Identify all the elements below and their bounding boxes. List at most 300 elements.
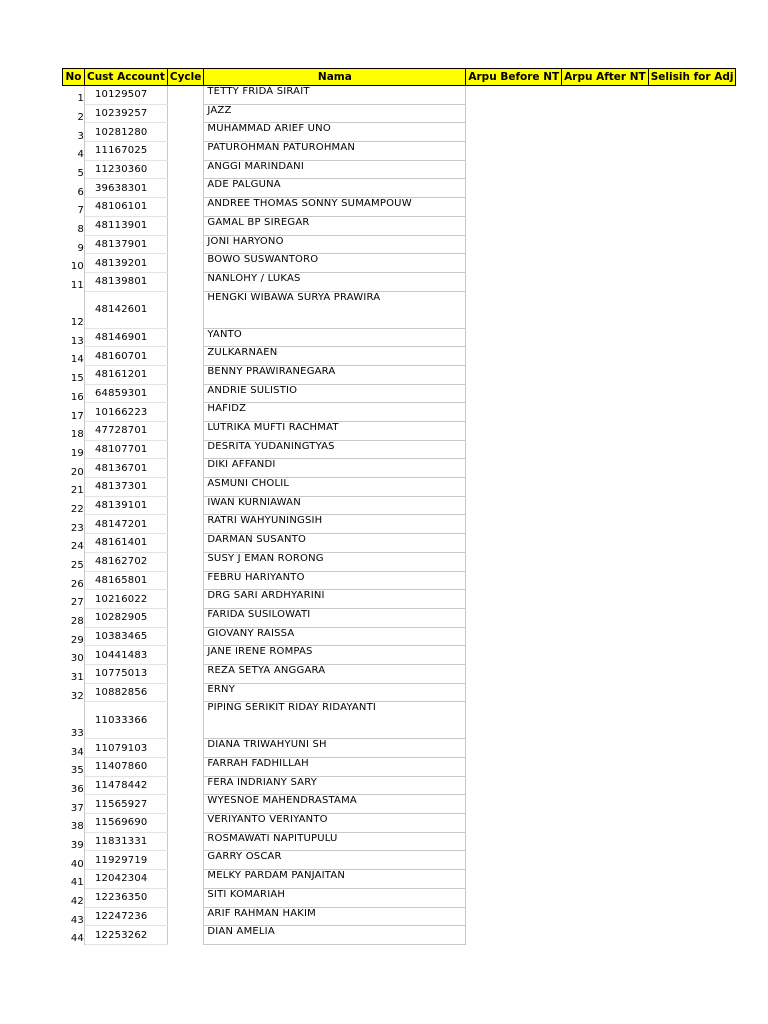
nama-cell[interactable]: SITI KOMARIAH (204, 888, 466, 907)
arpu-before-cell[interactable] (466, 235, 562, 254)
nama-cell[interactable]: JANE IRENE ROMPAS (204, 646, 466, 665)
arpu-before-cell[interactable] (466, 515, 562, 534)
selisih-cell[interactable] (648, 590, 736, 609)
arpu-before-cell[interactable] (466, 347, 562, 366)
arpu-after-cell[interactable] (562, 888, 649, 907)
selisih-cell[interactable] (648, 814, 736, 833)
selisih-cell[interactable] (648, 478, 736, 497)
cycle-cell[interactable] (167, 646, 204, 665)
cust-account-cell[interactable]: 11478442 (85, 776, 168, 795)
arpu-before-cell[interactable] (466, 384, 562, 403)
selisih-cell[interactable] (648, 422, 736, 441)
row-number-cell[interactable]: 14 (63, 347, 85, 366)
row-number-cell[interactable]: 13 (63, 328, 85, 347)
selisih-cell[interactable] (648, 365, 736, 384)
cycle-cell[interactable] (167, 683, 204, 702)
arpu-after-cell[interactable] (562, 123, 649, 142)
nama-cell[interactable]: RATRI WAHYUNINGSIH (204, 515, 466, 534)
arpu-after-cell[interactable] (562, 926, 649, 945)
row-number-cell[interactable]: 5 (63, 160, 85, 179)
nama-cell[interactable]: HENGKI WIBAWA SURYA PRAWIRA (204, 291, 466, 328)
selisih-cell[interactable] (648, 646, 736, 665)
row-number-cell[interactable]: 29 (63, 627, 85, 646)
cycle-cell[interactable] (167, 403, 204, 422)
arpu-before-cell[interactable] (466, 123, 562, 142)
row-number-cell[interactable]: 32 (63, 683, 85, 702)
nama-cell[interactable]: NANLOHY / LUKAS (204, 272, 466, 291)
arpu-after-cell[interactable] (562, 496, 649, 515)
arpu-before-cell[interactable] (466, 403, 562, 422)
row-number-cell[interactable]: 8 (63, 216, 85, 235)
cust-account-cell[interactable]: 48107701 (85, 440, 168, 459)
arpu-after-cell[interactable] (562, 627, 649, 646)
cycle-cell[interactable] (167, 851, 204, 870)
nama-cell[interactable]: MELKY PARDAM PANJAITAN (204, 870, 466, 889)
cycle-cell[interactable] (167, 123, 204, 142)
row-number-cell[interactable]: 43 (63, 907, 85, 926)
cust-account-cell[interactable]: 48161201 (85, 365, 168, 384)
arpu-after-cell[interactable] (562, 422, 649, 441)
nama-cell[interactable]: FARRAH FADHILLAH (204, 758, 466, 777)
nama-cell[interactable]: ZULKARNAEN (204, 347, 466, 366)
arpu-after-cell[interactable] (562, 758, 649, 777)
selisih-cell[interactable] (648, 123, 736, 142)
arpu-before-cell[interactable] (466, 478, 562, 497)
nama-cell[interactable]: DIANA TRIWAHYUNI SH (204, 739, 466, 758)
nama-cell[interactable]: LUTRIKA MUFTI RACHMAT (204, 422, 466, 441)
row-number-cell[interactable]: 38 (63, 814, 85, 833)
cycle-cell[interactable] (167, 459, 204, 478)
cust-account-cell[interactable]: 10282905 (85, 608, 168, 627)
cycle-cell[interactable] (167, 440, 204, 459)
nama-cell[interactable]: BENNY PRAWIRANEGARA (204, 365, 466, 384)
nama-cell[interactable]: IWAN KURNIAWAN (204, 496, 466, 515)
cust-account-cell[interactable]: 12247236 (85, 907, 168, 926)
arpu-before-cell[interactable] (466, 664, 562, 683)
arpu-after-cell[interactable] (562, 291, 649, 328)
cycle-cell[interactable] (167, 384, 204, 403)
selisih-cell[interactable] (648, 571, 736, 590)
selisih-cell[interactable] (648, 291, 736, 328)
cust-account-cell[interactable]: 48137901 (85, 235, 168, 254)
arpu-after-cell[interactable] (562, 795, 649, 814)
arpu-before-cell[interactable] (466, 272, 562, 291)
arpu-after-cell[interactable] (562, 272, 649, 291)
arpu-before-cell[interactable] (466, 86, 562, 105)
selisih-cell[interactable] (648, 384, 736, 403)
cust-account-cell[interactable]: 10383465 (85, 627, 168, 646)
row-number-cell[interactable]: 23 (63, 515, 85, 534)
cycle-cell[interactable] (167, 328, 204, 347)
arpu-before-cell[interactable] (466, 365, 562, 384)
col-header-selisih[interactable]: Selisih for Adj (648, 69, 736, 86)
selisih-cell[interactable] (648, 403, 736, 422)
nama-cell[interactable]: FERA INDRIANY SARY (204, 776, 466, 795)
arpu-after-cell[interactable] (562, 459, 649, 478)
cust-account-cell[interactable]: 10775013 (85, 664, 168, 683)
cycle-cell[interactable] (167, 365, 204, 384)
cust-account-cell[interactable]: 11565927 (85, 795, 168, 814)
nama-cell[interactable]: DRG SARI ARDHYARINI (204, 590, 466, 609)
arpu-after-cell[interactable] (562, 664, 649, 683)
cust-account-cell[interactable]: 10166223 (85, 403, 168, 422)
col-header-arpu-after[interactable]: Arpu After NT (562, 69, 649, 86)
row-number-cell[interactable]: 28 (63, 608, 85, 627)
cust-account-cell[interactable]: 48146901 (85, 328, 168, 347)
arpu-before-cell[interactable] (466, 198, 562, 217)
arpu-before-cell[interactable] (466, 646, 562, 665)
cycle-cell[interactable] (167, 160, 204, 179)
nama-cell[interactable]: DARMAN SUSANTO (204, 534, 466, 553)
selisih-cell[interactable] (648, 515, 736, 534)
cycle-cell[interactable] (167, 496, 204, 515)
arpu-after-cell[interactable] (562, 384, 649, 403)
cust-account-cell[interactable]: 48139201 (85, 254, 168, 273)
selisih-cell[interactable] (648, 272, 736, 291)
row-number-cell[interactable]: 39 (63, 832, 85, 851)
cycle-cell[interactable] (167, 272, 204, 291)
row-number-cell[interactable]: 6 (63, 179, 85, 198)
cycle-cell[interactable] (167, 254, 204, 273)
nama-cell[interactable]: VERIYANTO VERIYANTO (204, 814, 466, 833)
arpu-before-cell[interactable] (466, 104, 562, 123)
row-number-cell[interactable]: 17 (63, 403, 85, 422)
arpu-after-cell[interactable] (562, 702, 649, 739)
row-number-cell[interactable]: 1 (63, 86, 85, 105)
cycle-cell[interactable] (167, 142, 204, 161)
row-number-cell[interactable]: 36 (63, 776, 85, 795)
cycle-cell[interactable] (167, 534, 204, 553)
arpu-before-cell[interactable] (466, 608, 562, 627)
selisih-cell[interactable] (648, 235, 736, 254)
cycle-cell[interactable] (167, 739, 204, 758)
arpu-after-cell[interactable] (562, 440, 649, 459)
cust-account-cell[interactable]: 10239257 (85, 104, 168, 123)
cycle-cell[interactable] (167, 422, 204, 441)
row-number-cell[interactable]: 11 (63, 272, 85, 291)
arpu-before-cell[interactable] (466, 739, 562, 758)
nama-cell[interactable]: DIKI AFFANDI (204, 459, 466, 478)
row-number-cell[interactable]: 2 (63, 104, 85, 123)
arpu-before-cell[interactable] (466, 216, 562, 235)
arpu-after-cell[interactable] (562, 104, 649, 123)
arpu-after-cell[interactable] (562, 160, 649, 179)
nama-cell[interactable]: PATUROHMAN PATUROHMAN (204, 142, 466, 161)
selisih-cell[interactable] (648, 627, 736, 646)
arpu-after-cell[interactable] (562, 590, 649, 609)
cust-account-cell[interactable]: 10441483 (85, 646, 168, 665)
arpu-after-cell[interactable] (562, 478, 649, 497)
nama-cell[interactable]: DESRITA YUDANINGTYAS (204, 440, 466, 459)
selisih-cell[interactable] (648, 86, 736, 105)
row-number-cell[interactable]: 18 (63, 422, 85, 441)
arpu-after-cell[interactable] (562, 907, 649, 926)
cust-account-cell[interactable]: 12042304 (85, 870, 168, 889)
nama-cell[interactable]: GAMAL BP SIREGAR (204, 216, 466, 235)
col-header-no[interactable]: No (63, 69, 85, 86)
cust-account-cell[interactable]: 48161401 (85, 534, 168, 553)
arpu-before-cell[interactable] (466, 496, 562, 515)
cycle-cell[interactable] (167, 608, 204, 627)
arpu-before-cell[interactable] (466, 907, 562, 926)
selisih-cell[interactable] (648, 832, 736, 851)
arpu-before-cell[interactable] (466, 179, 562, 198)
cycle-cell[interactable] (167, 832, 204, 851)
selisih-cell[interactable] (648, 702, 736, 739)
arpu-after-cell[interactable] (562, 870, 649, 889)
nama-cell[interactable]: GARRY OSCAR (204, 851, 466, 870)
cust-account-cell[interactable]: 48139101 (85, 496, 168, 515)
arpu-after-cell[interactable] (562, 347, 649, 366)
nama-cell[interactable]: ASMUNI CHOLIL (204, 478, 466, 497)
col-header-cust-account[interactable]: Cust Account (85, 69, 168, 86)
nama-cell[interactable]: PIPING SERIKIT RIDAY RIDAYANTI (204, 702, 466, 739)
selisih-cell[interactable] (648, 534, 736, 553)
row-number-cell[interactable]: 22 (63, 496, 85, 515)
nama-cell[interactable]: REZA SETYA ANGGARA (204, 664, 466, 683)
arpu-before-cell[interactable] (466, 571, 562, 590)
row-number-cell[interactable]: 24 (63, 534, 85, 553)
arpu-after-cell[interactable] (562, 142, 649, 161)
selisih-cell[interactable] (648, 926, 736, 945)
arpu-before-cell[interactable] (466, 254, 562, 273)
arpu-after-cell[interactable] (562, 776, 649, 795)
arpu-before-cell[interactable] (466, 534, 562, 553)
cycle-cell[interactable] (167, 664, 204, 683)
nama-cell[interactable]: DIAN AMELIA (204, 926, 466, 945)
cust-account-cell[interactable]: 11167025 (85, 142, 168, 161)
cust-account-cell[interactable]: 47728701 (85, 422, 168, 441)
cycle-cell[interactable] (167, 776, 204, 795)
cust-account-cell[interactable]: 10281280 (85, 123, 168, 142)
arpu-before-cell[interactable] (466, 870, 562, 889)
nama-cell[interactable]: HAFIDZ (204, 403, 466, 422)
selisih-cell[interactable] (648, 440, 736, 459)
cust-account-cell[interactable]: 10216022 (85, 590, 168, 609)
arpu-after-cell[interactable] (562, 534, 649, 553)
cycle-cell[interactable] (167, 627, 204, 646)
cycle-cell[interactable] (167, 235, 204, 254)
selisih-cell[interactable] (648, 142, 736, 161)
cust-account-cell[interactable]: 48139801 (85, 272, 168, 291)
cust-account-cell[interactable]: 10129507 (85, 86, 168, 105)
arpu-after-cell[interactable] (562, 179, 649, 198)
arpu-before-cell[interactable] (466, 291, 562, 328)
row-number-cell[interactable]: 33 (63, 702, 85, 739)
col-header-cycle[interactable]: Cycle (167, 69, 204, 86)
row-number-cell[interactable]: 15 (63, 365, 85, 384)
row-number-cell[interactable]: 44 (63, 926, 85, 945)
nama-cell[interactable]: FARIDA SUSILOWATI (204, 608, 466, 627)
selisih-cell[interactable] (648, 795, 736, 814)
selisih-cell[interactable] (648, 608, 736, 627)
arpu-after-cell[interactable] (562, 832, 649, 851)
arpu-after-cell[interactable] (562, 571, 649, 590)
row-number-cell[interactable]: 9 (63, 235, 85, 254)
nama-cell[interactable]: GIOVANY RAISSA (204, 627, 466, 646)
row-number-cell[interactable]: 27 (63, 590, 85, 609)
arpu-after-cell[interactable] (562, 683, 649, 702)
cycle-cell[interactable] (167, 870, 204, 889)
row-number-cell[interactable]: 12 (63, 291, 85, 328)
cycle-cell[interactable] (167, 216, 204, 235)
arpu-after-cell[interactable] (562, 814, 649, 833)
arpu-after-cell[interactable] (562, 552, 649, 571)
arpu-after-cell[interactable] (562, 198, 649, 217)
cycle-cell[interactable] (167, 907, 204, 926)
cust-account-cell[interactable]: 39638301 (85, 179, 168, 198)
row-number-cell[interactable]: 26 (63, 571, 85, 590)
cust-account-cell[interactable]: 11230360 (85, 160, 168, 179)
row-number-cell[interactable]: 30 (63, 646, 85, 665)
row-number-cell[interactable]: 40 (63, 851, 85, 870)
arpu-before-cell[interactable] (466, 142, 562, 161)
cycle-cell[interactable] (167, 888, 204, 907)
selisih-cell[interactable] (648, 739, 736, 758)
cycle-cell[interactable] (167, 590, 204, 609)
cycle-cell[interactable] (167, 86, 204, 105)
cycle-cell[interactable] (167, 179, 204, 198)
selisih-cell[interactable] (648, 328, 736, 347)
arpu-before-cell[interactable] (466, 702, 562, 739)
arpu-after-cell[interactable] (562, 254, 649, 273)
arpu-before-cell[interactable] (466, 440, 562, 459)
selisih-cell[interactable] (648, 104, 736, 123)
arpu-before-cell[interactable] (466, 459, 562, 478)
cycle-cell[interactable] (167, 795, 204, 814)
selisih-cell[interactable] (648, 851, 736, 870)
arpu-before-cell[interactable] (466, 552, 562, 571)
arpu-before-cell[interactable] (466, 590, 562, 609)
nama-cell[interactable]: ROSMAWATI NAPITUPULU (204, 832, 466, 851)
col-header-arpu-before[interactable]: Arpu Before NT (466, 69, 562, 86)
arpu-before-cell[interactable] (466, 627, 562, 646)
arpu-before-cell[interactable] (466, 814, 562, 833)
cycle-cell[interactable] (167, 552, 204, 571)
cust-account-cell[interactable]: 11929719 (85, 851, 168, 870)
cust-account-cell[interactable]: 11079103 (85, 739, 168, 758)
cycle-cell[interactable] (167, 814, 204, 833)
arpu-after-cell[interactable] (562, 608, 649, 627)
selisih-cell[interactable] (648, 870, 736, 889)
selisih-cell[interactable] (648, 664, 736, 683)
row-number-cell[interactable]: 4 (63, 142, 85, 161)
cust-account-cell[interactable]: 12236350 (85, 888, 168, 907)
cycle-cell[interactable] (167, 571, 204, 590)
nama-cell[interactable]: JAZZ (204, 104, 466, 123)
cust-account-cell[interactable]: 48165801 (85, 571, 168, 590)
arpu-before-cell[interactable] (466, 776, 562, 795)
cycle-cell[interactable] (167, 104, 204, 123)
arpu-after-cell[interactable] (562, 86, 649, 105)
arpu-before-cell[interactable] (466, 160, 562, 179)
nama-cell[interactable]: WYESNOE MAHENDRASTAMA (204, 795, 466, 814)
cust-account-cell[interactable]: 11407860 (85, 758, 168, 777)
row-number-cell[interactable]: 42 (63, 888, 85, 907)
nama-cell[interactable]: ANGGI MARINDANI (204, 160, 466, 179)
row-number-cell[interactable]: 3 (63, 123, 85, 142)
selisih-cell[interactable] (648, 776, 736, 795)
cust-account-cell[interactable]: 48136701 (85, 459, 168, 478)
row-number-cell[interactable]: 34 (63, 739, 85, 758)
cust-account-cell[interactable]: 11831331 (85, 832, 168, 851)
row-number-cell[interactable]: 41 (63, 870, 85, 889)
nama-cell[interactable]: BOWO SUSWANTORO (204, 254, 466, 273)
arpu-before-cell[interactable] (466, 888, 562, 907)
arpu-before-cell[interactable] (466, 851, 562, 870)
row-number-cell[interactable]: 19 (63, 440, 85, 459)
arpu-before-cell[interactable] (466, 683, 562, 702)
arpu-after-cell[interactable] (562, 235, 649, 254)
nama-cell[interactable]: SUSY J EMAN RORONG (204, 552, 466, 571)
nama-cell[interactable]: ANDREE THOMAS SONNY SUMAMPOUW (204, 198, 466, 217)
arpu-before-cell[interactable] (466, 328, 562, 347)
selisih-cell[interactable] (648, 496, 736, 515)
selisih-cell[interactable] (648, 179, 736, 198)
cycle-cell[interactable] (167, 478, 204, 497)
arpu-before-cell[interactable] (466, 926, 562, 945)
nama-cell[interactable]: ANDRIE SULISTIO (204, 384, 466, 403)
cust-account-cell[interactable]: 48137301 (85, 478, 168, 497)
nama-cell[interactable]: MUHAMMAD ARIEF UNO (204, 123, 466, 142)
nama-cell[interactable]: ARIF RAHMAN HAKIM (204, 907, 466, 926)
arpu-after-cell[interactable] (562, 403, 649, 422)
row-number-cell[interactable]: 35 (63, 758, 85, 777)
arpu-before-cell[interactable] (466, 832, 562, 851)
row-number-cell[interactable]: 31 (63, 664, 85, 683)
cust-account-cell[interactable]: 48162702 (85, 552, 168, 571)
arpu-before-cell[interactable] (466, 758, 562, 777)
selisih-cell[interactable] (648, 254, 736, 273)
nama-cell[interactable]: YANTO (204, 328, 466, 347)
cycle-cell[interactable] (167, 347, 204, 366)
cycle-cell[interactable] (167, 515, 204, 534)
nama-cell[interactable]: TETTY FRIDA SIRAIT (204, 86, 466, 105)
cust-account-cell[interactable]: 48113901 (85, 216, 168, 235)
cust-account-cell[interactable]: 48147201 (85, 515, 168, 534)
row-number-cell[interactable]: 21 (63, 478, 85, 497)
cycle-cell[interactable] (167, 198, 204, 217)
cust-account-cell[interactable]: 11033366 (85, 702, 168, 739)
nama-cell[interactable]: FEBRU HARIYANTO (204, 571, 466, 590)
selisih-cell[interactable] (648, 347, 736, 366)
cycle-cell[interactable] (167, 291, 204, 328)
arpu-before-cell[interactable] (466, 422, 562, 441)
selisih-cell[interactable] (648, 552, 736, 571)
row-number-cell[interactable]: 16 (63, 384, 85, 403)
cycle-cell[interactable] (167, 926, 204, 945)
arpu-after-cell[interactable] (562, 739, 649, 758)
selisih-cell[interactable] (648, 888, 736, 907)
cust-account-cell[interactable]: 11569690 (85, 814, 168, 833)
arpu-after-cell[interactable] (562, 851, 649, 870)
cust-account-cell[interactable]: 48106101 (85, 198, 168, 217)
nama-cell[interactable]: JONI HARYONO (204, 235, 466, 254)
arpu-after-cell[interactable] (562, 328, 649, 347)
selisih-cell[interactable] (648, 198, 736, 217)
row-number-cell[interactable]: 10 (63, 254, 85, 273)
selisih-cell[interactable] (648, 758, 736, 777)
cust-account-cell[interactable]: 10882856 (85, 683, 168, 702)
col-header-nama[interactable]: Nama (204, 69, 466, 86)
arpu-after-cell[interactable] (562, 216, 649, 235)
cust-account-cell[interactable]: 48160701 (85, 347, 168, 366)
nama-cell[interactable]: ERNY (204, 683, 466, 702)
row-number-cell[interactable]: 37 (63, 795, 85, 814)
arpu-after-cell[interactable] (562, 515, 649, 534)
arpu-after-cell[interactable] (562, 365, 649, 384)
cycle-cell[interactable] (167, 758, 204, 777)
